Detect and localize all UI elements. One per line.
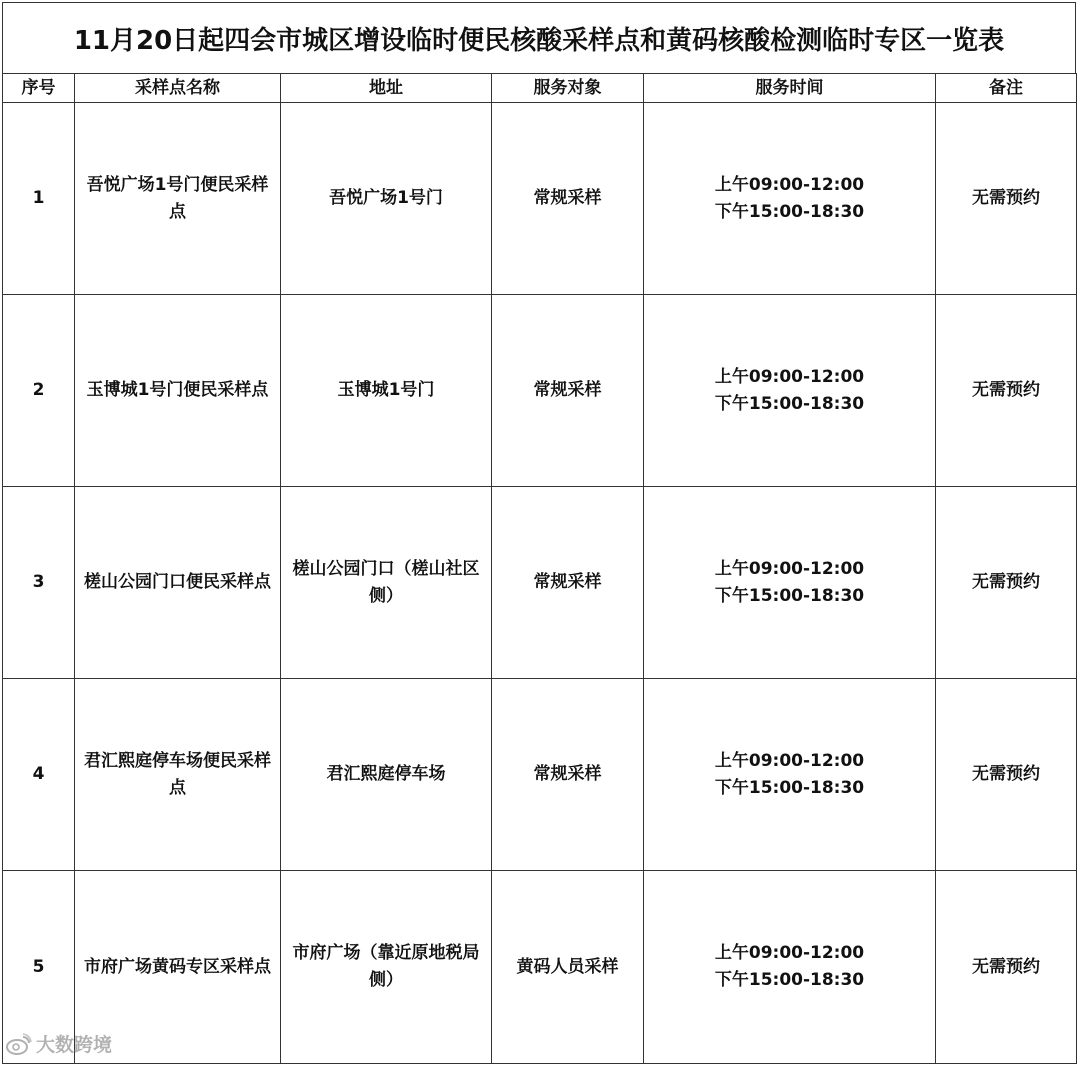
cell-index: 3: [3, 487, 75, 679]
table-header-row: [3, 74, 1077, 103]
table-row: [3, 871, 1077, 1064]
cell-address: 吾悦广场1号门: [281, 103, 492, 295]
cell-name: 吾悦广场1号门便民采样点: [75, 103, 281, 295]
time-pm: 下午15:00-18:30: [714, 201, 865, 222]
cell-name: 市府广场黄码专区采样点: [75, 871, 281, 1064]
header-address: 地址: [281, 74, 492, 103]
cell-target: 黄码人员采样: [492, 871, 644, 1064]
cell-target: 常规采样: [492, 295, 644, 487]
cell-address: 槎山公园门口（槎山社区侧）: [281, 487, 492, 679]
document-sheet: [2, 2, 1076, 1063]
cell-time: [644, 295, 936, 487]
cell-name: 槎山公园门口便民采样点: [75, 487, 281, 679]
header-index: 序号: [3, 74, 75, 103]
time-am: 上午09:00-12:00: [714, 366, 865, 387]
cell-address: 君汇熙庭停车场: [281, 679, 492, 871]
time-am: 上午09:00-12:00: [714, 943, 865, 963]
cell-time: [644, 679, 936, 871]
cell-time: [644, 871, 936, 1064]
watermark: [6, 1030, 112, 1057]
time-am: 上午09:00-12:00: [714, 174, 865, 195]
header-name: 采样点名称: [75, 74, 281, 103]
time-pm: 下午15:00-18:30: [714, 393, 865, 414]
table-row: [3, 103, 1077, 295]
cell-address: 玉博城1号门: [281, 295, 492, 487]
cell-address: 市府广场（靠近原地税局侧）: [281, 871, 492, 1064]
time-pm: 下午15:00-18:30: [714, 777, 865, 798]
cell-target: 常规采样: [492, 103, 644, 295]
time-pm: 下午15:00-18:30: [714, 970, 865, 990]
header-target: 服务对象: [492, 74, 644, 103]
cell-note: 无需预约: [936, 103, 1077, 295]
cell-note: 无需预约: [936, 295, 1077, 487]
table-row: [3, 487, 1077, 679]
time-am: 上午09:00-12:00: [714, 750, 865, 771]
cell-name: 君汇熙庭停车场便民采样点: [75, 679, 281, 871]
header-time: 服务时间: [644, 74, 936, 103]
cell-name: 玉博城1号门便民采样点: [75, 295, 281, 487]
cell-target: 常规采样: [492, 679, 644, 871]
time-am: 上午09:00-12:00: [714, 558, 865, 579]
cell-index: 1: [3, 103, 75, 295]
cell-target: 常规采样: [492, 487, 644, 679]
weibo-logo-icon: [6, 1033, 32, 1055]
cell-index: 2: [3, 295, 75, 487]
watermark-text: 大数跨境: [36, 1034, 113, 1056]
header-note: 备注: [936, 74, 1077, 103]
cell-note: 无需预约: [936, 679, 1077, 871]
cell-time: [644, 487, 936, 679]
page-title: 11月20日起四会市城区增设临时便民核酸采样点和黄码核酸检测临时专区一览表: [2, 2, 1076, 74]
cell-index: 4: [3, 679, 75, 871]
cell-time: [644, 103, 936, 295]
cell-index: 5: [3, 871, 75, 1064]
table-row: [3, 679, 1077, 871]
cell-note: 无需预约: [936, 871, 1077, 1064]
sampling-points-table: [2, 73, 1077, 1064]
table-row: [3, 295, 1077, 487]
cell-note: 无需预约: [936, 487, 1077, 679]
time-pm: 下午15:00-18:30: [714, 585, 865, 606]
